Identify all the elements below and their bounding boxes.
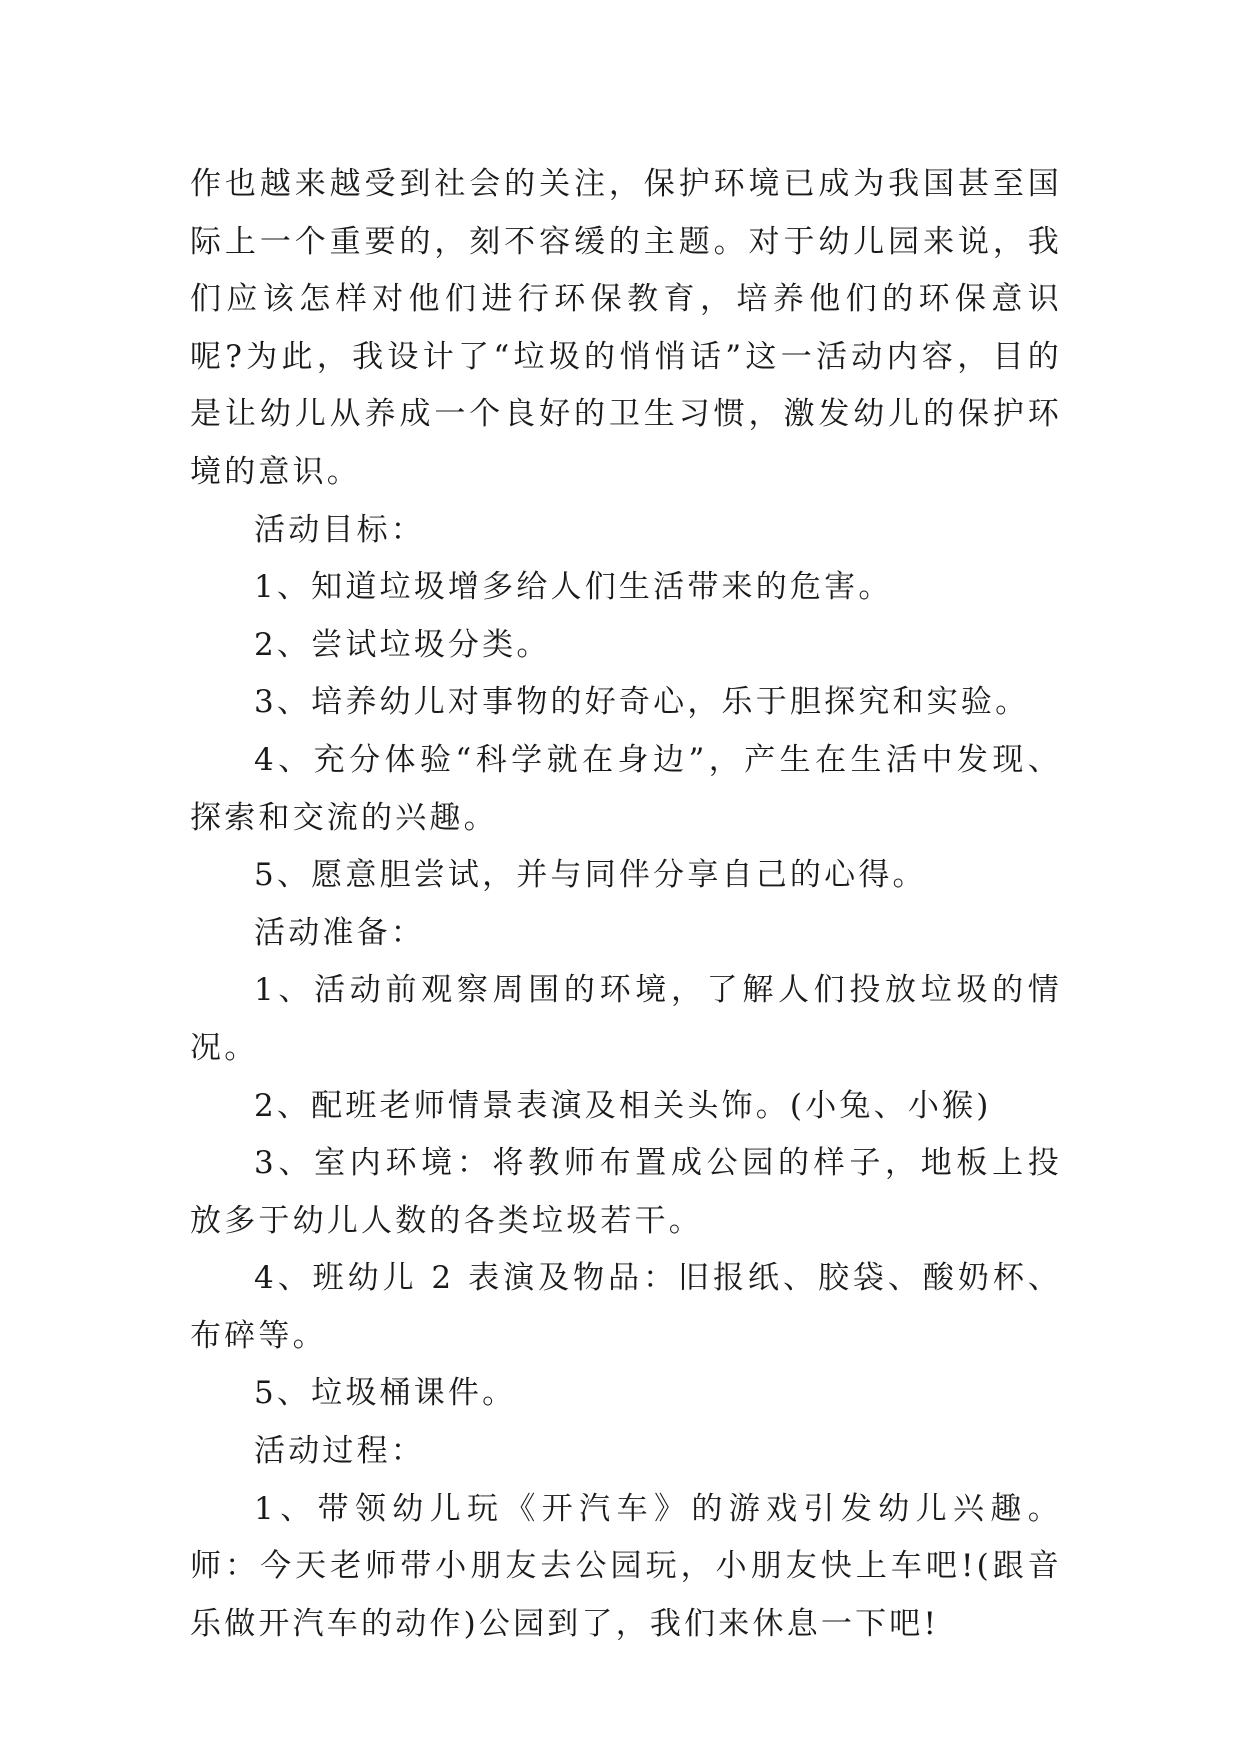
preparation-item-5: 5、垃圾桶课件。 (254, 1375, 517, 1412)
paragraph-intro-continued: 作也越来越受到社会的关注，保护环境已成为我国甚至国际上一个重要的，刻不容缓的主题。对于幼儿园来说，我们应该怎样对他们进行环保教育，培养他们的环保意识呢?为此，我设计了“垃圾的悄悄话”这一活动内容，目的是让幼儿从养成一个良好的卫生习惯，激发幼儿的保护环境的意识。 (190, 166, 1062, 490)
heading-activity-goals: 活动目标： (254, 511, 425, 548)
preparation-item-1: 1、活动前观察周围的环境，了解人们投放垃圾的情况。 (190, 972, 1062, 1066)
preparation-item-2: 2、配班老师情景表演及相关头饰。(小兔、小猴) (254, 1087, 992, 1124)
process-step-1: 1、带领幼儿玩《开汽车》的游戏引发幼儿兴趣。师：今天老师带小朋友去公园玩，小朋友快上车吧!(跟音乐做开汽车的动作)公园到了，我们来休息一下吧! (190, 1490, 1062, 1642)
goal-item-2: 2、尝试垃圾分类。 (254, 626, 551, 663)
heading-activity-process: 活动过程： (254, 1433, 425, 1470)
heading-activity-preparation: 活动准备： (254, 914, 425, 951)
preparation-item-4: 4、班幼儿 2 表演及物品：旧报纸、胶袋、酸奶杯、布碎等。 (190, 1260, 1062, 1354)
preparation-item-3: 3、室内环境：将教师布置成公园的样子，地板上投放多于幼儿人数的各类垃圾若干。 (190, 1145, 1062, 1239)
goal-item-3: 3、培养幼儿对事物的好奇心，乐于胆探究和实验。 (254, 684, 1030, 721)
goal-item-1: 1、知道垃圾增多给人们生活带来的危害。 (254, 569, 893, 606)
goal-item-4: 4、充分体验“科学就在身边”，产生在生活中发现、探索和交流的兴趣。 (190, 741, 1062, 836)
document-body (190, 156, 1062, 1653)
goal-item-5: 5、愿意胆尝试，并与同伴分享自己的心得。 (254, 857, 927, 894)
